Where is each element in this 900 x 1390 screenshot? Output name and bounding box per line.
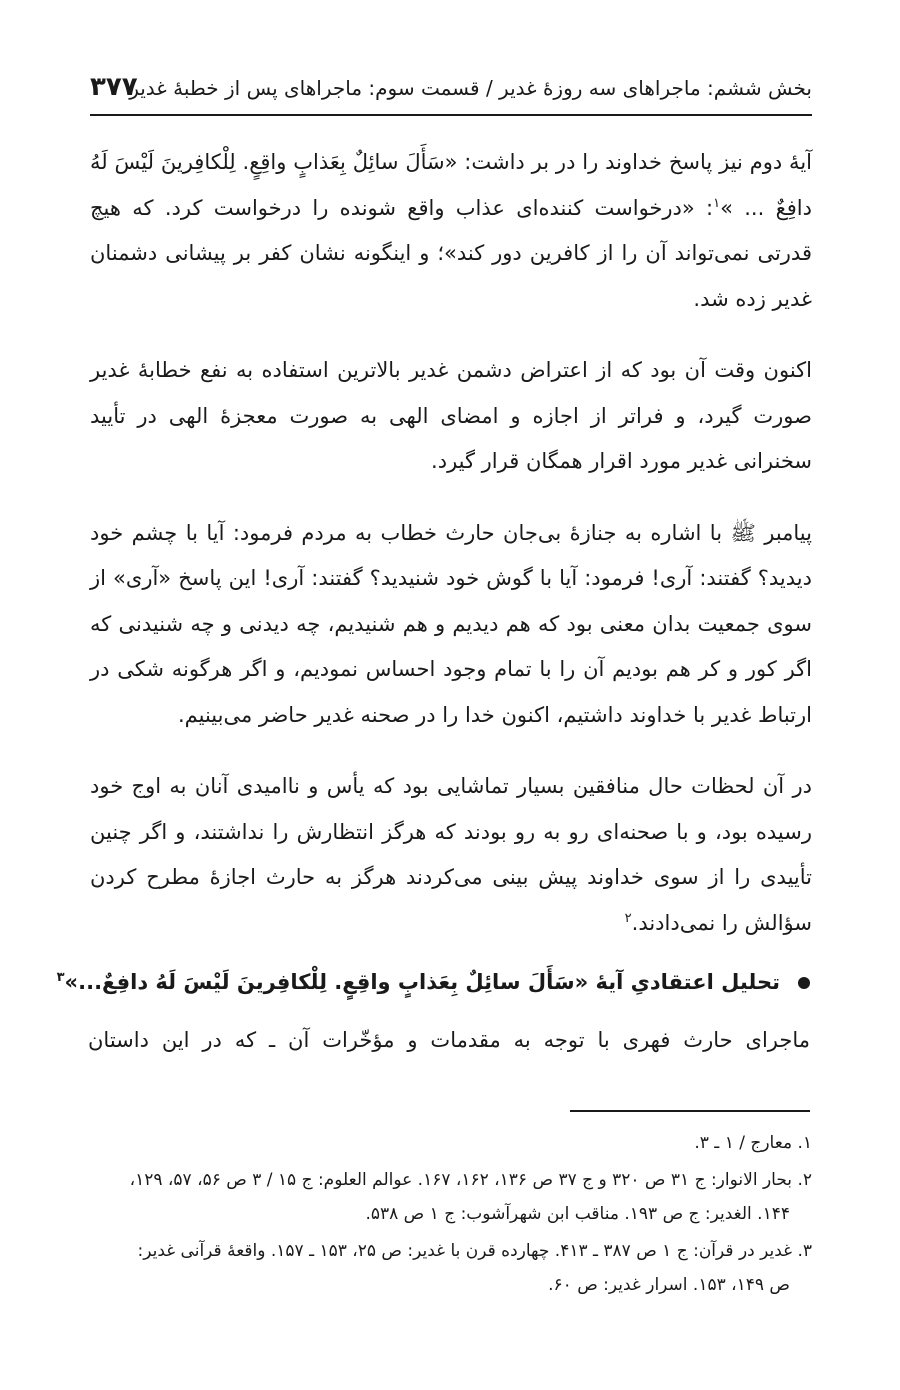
- paragraph-4-text: در آن لحظات حال منافقین بسیار تماشایی بود که یأس و ناامیدی آنان به اوج خود رسیده بود، و با صحنه‌ای رو به رو بودند که هرگز انتظارش را نداشتند، و اگر چنین تأییدی را از سوی خداوند پیش بینی می‌کردند هرگز به حارث اجازهٔ مطرح کردن سؤالش را نمی‌دادند.: [90, 774, 812, 935]
- section-heading-text: تحلیل اعتقادیِ آیهٔ «سَأَلَ سائِلٌ بِعَذابٍ واقِعٍ. لِلْكافِرينَ لَيْسَ لَهُ دافِعٌ...»: [64, 970, 780, 994]
- bullet-icon: [798, 977, 810, 989]
- header-title: بخش ششم: ماجراهای سه روزهٔ غدیر / قسمت سوم: ماجراهای پس از خطبهٔ غدیر: [129, 76, 812, 100]
- section-heading: [56, 970, 810, 994]
- footnote-divider: [570, 1110, 810, 1112]
- footnote-1: [90, 1126, 812, 1160]
- paragraph-3: پیامبر ﷺ با اشاره به جنازهٔ بی‌جان حارث خطاب به مردم فرمود: آیا با چشم خود دیدید؟ گفتند: آری! فرمود: آیا با گوش خود شنیدید؟ گفتند: آری! این پاسخ «آری» از سوی جمعیت بدان معنی بود که هم دیدیم و هم شنیدیم، چه دیدنی و چه شنیدنی که اگر کور و کر هم بودیم آن را با تمام وجود احساس نمودیم، و اگر هرگونه شکی در ارتباط غدیر با خداوند داشتیم، اکنون خدا را در صحنه غدیر حاضر می‌بینیم.: [90, 520, 812, 727]
- footnotes: [90, 1126, 812, 1305]
- page-number: ۳۷۷: [90, 72, 138, 102]
- footnote-ref-3: ۳: [56, 970, 65, 985]
- footnote-1-line: ۱. معارج / ۱ ـ ۳.: [694, 1133, 812, 1153]
- section-continuation: ماجرای حارث فهری با توجه به مقدمات و مؤخّرات آن ـ که در این داستان: [88, 1028, 810, 1052]
- running-header: [90, 72, 812, 116]
- footnote-2: [90, 1163, 812, 1231]
- body-text: [90, 140, 812, 972]
- paragraph-1-text: آیهٔ دوم نیز پاسخ خداوند را در بر داشت: «سَأَلَ سائِلٌ بِعَذابٍ واقِعٍ. لِلْكافِرينَ لَيْسَ لَهُ دافِعٌ ... »: [90, 150, 812, 220]
- paragraph-1: [90, 140, 812, 322]
- paragraph-4: [90, 764, 812, 946]
- footnote-ref-2: ۲: [624, 910, 632, 926]
- footnote-ref-1: ۱: [713, 195, 721, 211]
- paragraph-1-text-cont: : «درخواست کننده‌ای عذاب واقع شونده را درخواست کرد. که هیچ قدرتی نمی‌تواند آن را از کافرین دور کند»؛ و اینگونه نشان کفر بر پیشانی دشمنان غدیر زده شد.: [90, 195, 812, 311]
- footnote-2-line: ۲. بحار الانوار: ج ۳۱ ص ۳۲۰ و ج ۳۷ ص ۱۳۶، ۱۶۲، ۱۶۷. عوالم العلوم: ج ۱۵ / ۳ ص ۵۶، ۵۷، ۱۲۹،: [129, 1170, 812, 1190]
- footnote-3-line-cont: ص ۱۴۹، ۱۵۳. اسرار غدیر: ص ۶۰.: [548, 1275, 790, 1295]
- footnote-3-line: ۳. غدیر در قرآن: ج ۱ ص ۳۸۷ ـ ۴۱۳. چهارده قرن با غدیر: ص ۲۵، ۱۵۳ ـ ۱۵۷. واقعهٔ قرآنی غدیر:: [137, 1241, 812, 1261]
- paragraph-2: اکنون وقت آن بود که از اعتراض دشمن غدیر بالاترین استفاده به نفع خطابهٔ غدیر صورت گیرد، و فراتر از اجازه و امضای الهی به صورت معجزهٔ الهی در تأیید سخنرانی غدیر مورد اقرار همگان قرار گیرد.: [90, 358, 812, 473]
- footnote-3: [90, 1234, 812, 1302]
- footnote-2-line-cont: ۱۴۴. الغدیر: ج ص ۱۹۳. مناقب ابن شهرآشوب: ج ۱ ص ۵۳۸.: [365, 1204, 790, 1224]
